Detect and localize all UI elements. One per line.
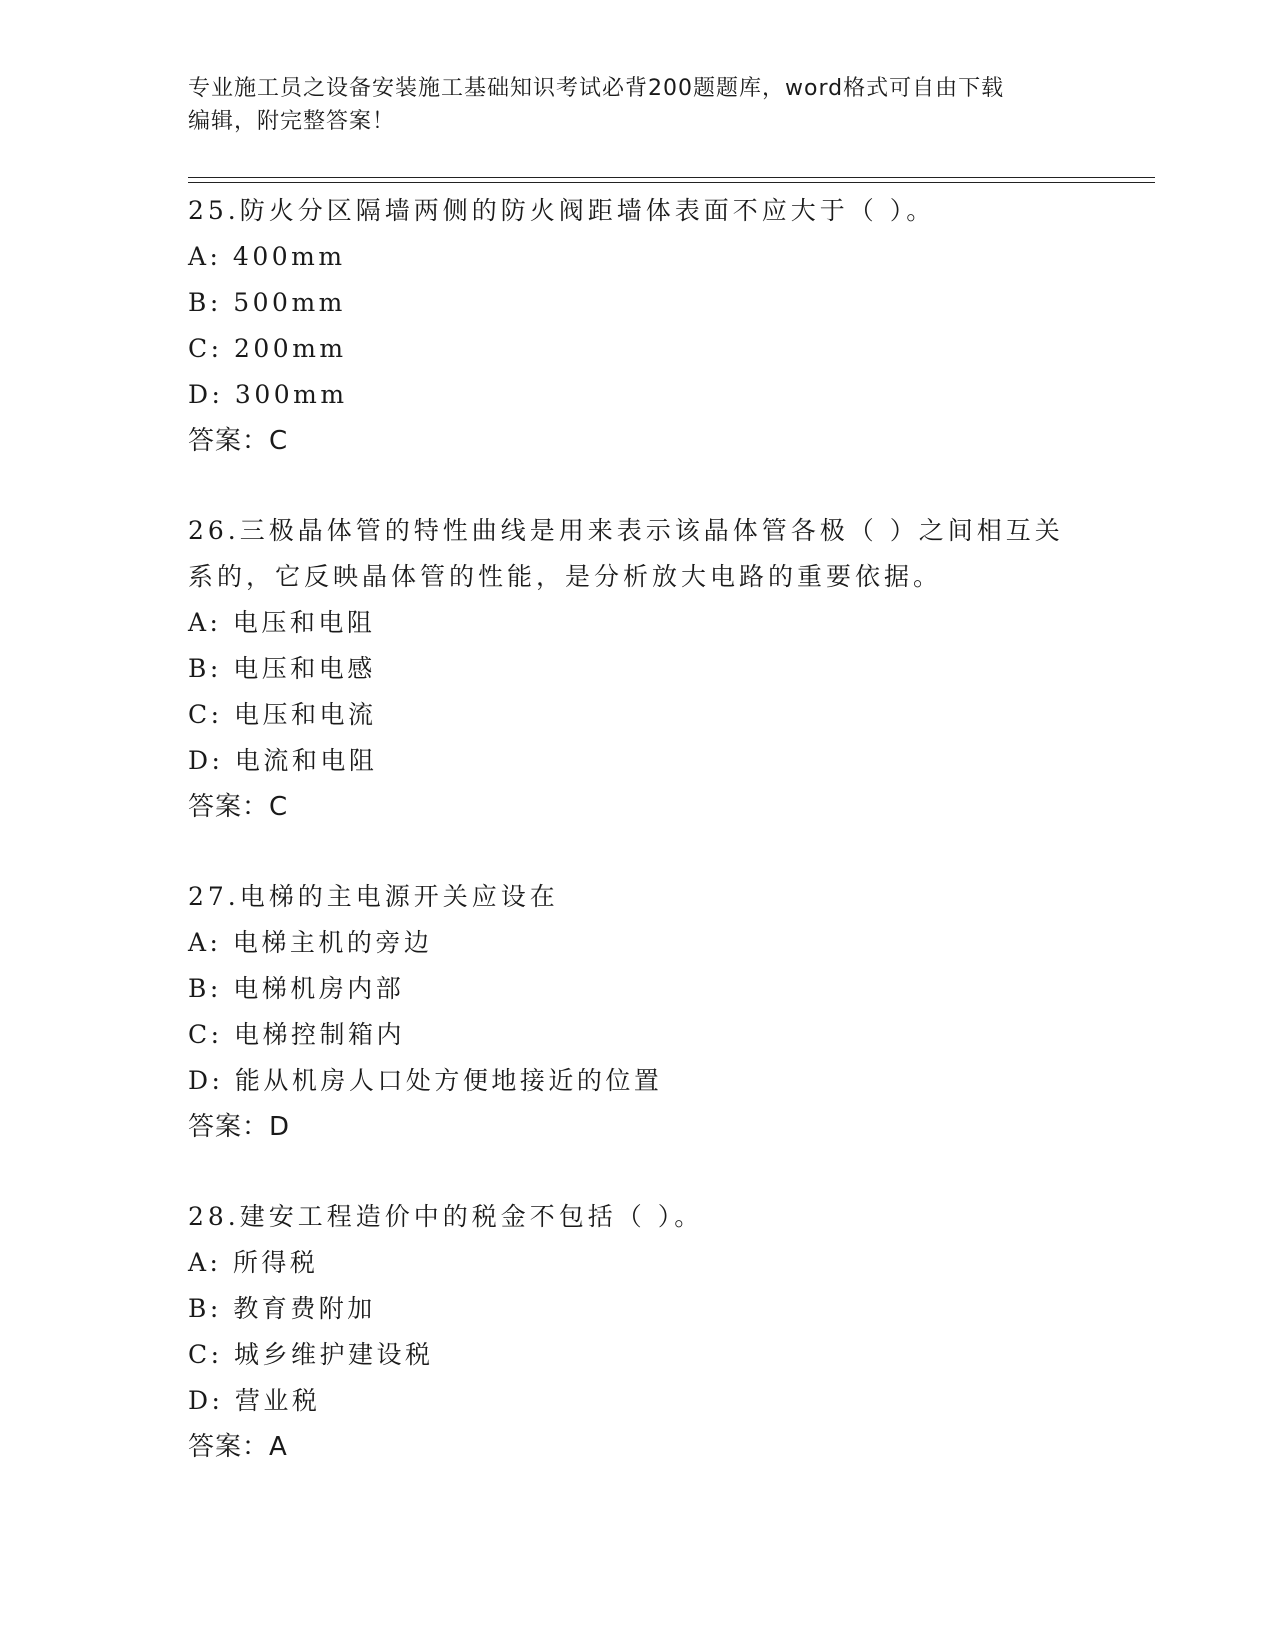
question-stem: 25.防火分区隔墙两侧的防火阀距墙体表面不应大于（ ）。 [188, 196, 936, 225]
question-stem: 26.三极晶体管的特性曲线是用来表示该晶体管各极（ ）之间相互关 [188, 516, 1064, 545]
option-a: A: 电压和电阻 [188, 608, 376, 637]
header-line-2: 编辑，附完整答案！ [188, 109, 396, 134]
option-b: B: 电压和电感 [188, 654, 376, 683]
option-d: D: 电流和电阻 [188, 746, 378, 775]
option-d: D: 300mm [188, 380, 348, 409]
header-divider-top [188, 177, 1155, 178]
answer-label: 答案：D [188, 1112, 291, 1142]
option-a: A: 所得税 [188, 1248, 319, 1277]
question-25 [188, 188, 1088, 464]
option-d: D: 营业税 [188, 1386, 321, 1415]
option-c: C: 城乡维护建设税 [188, 1340, 434, 1369]
option-c: C: 电梯控制箱内 [188, 1020, 405, 1049]
option-b: B: 电梯机房内部 [188, 974, 405, 1003]
option-c: C: 200mm [188, 334, 347, 363]
header-line-1: 专业施工员之设备安装施工基础知识考试必背200题题库，word格式可自由下载 [188, 76, 1005, 101]
option-a: A: 电梯主机的旁边 [188, 928, 433, 957]
option-b: B: 教育费附加 [188, 1294, 376, 1323]
question-27 [188, 874, 1088, 1150]
document-header [188, 72, 1068, 138]
question-26 [188, 508, 1088, 830]
option-a: A: 400mm [188, 242, 346, 271]
question-stem: 28.建安工程造价中的税金不包括（ ）。 [188, 1202, 704, 1231]
answer-label: 答案：A [188, 1432, 288, 1462]
option-c: C: 电压和电流 [188, 700, 377, 729]
question-stem: 27.电梯的主电源开关应设在 [188, 882, 559, 911]
option-b: B: 500mm [188, 288, 346, 317]
question-stem-continued: 系的，它反映晶体管的性能，是分析放大电路的重要依据。 [188, 562, 943, 591]
question-28 [188, 1194, 1088, 1470]
header-divider-bottom [188, 182, 1155, 183]
answer-label: 答案：C [188, 426, 289, 456]
answer-label: 答案：C [188, 792, 289, 822]
option-d: D: 能从机房人口处方便地接近的位置 [188, 1066, 663, 1095]
